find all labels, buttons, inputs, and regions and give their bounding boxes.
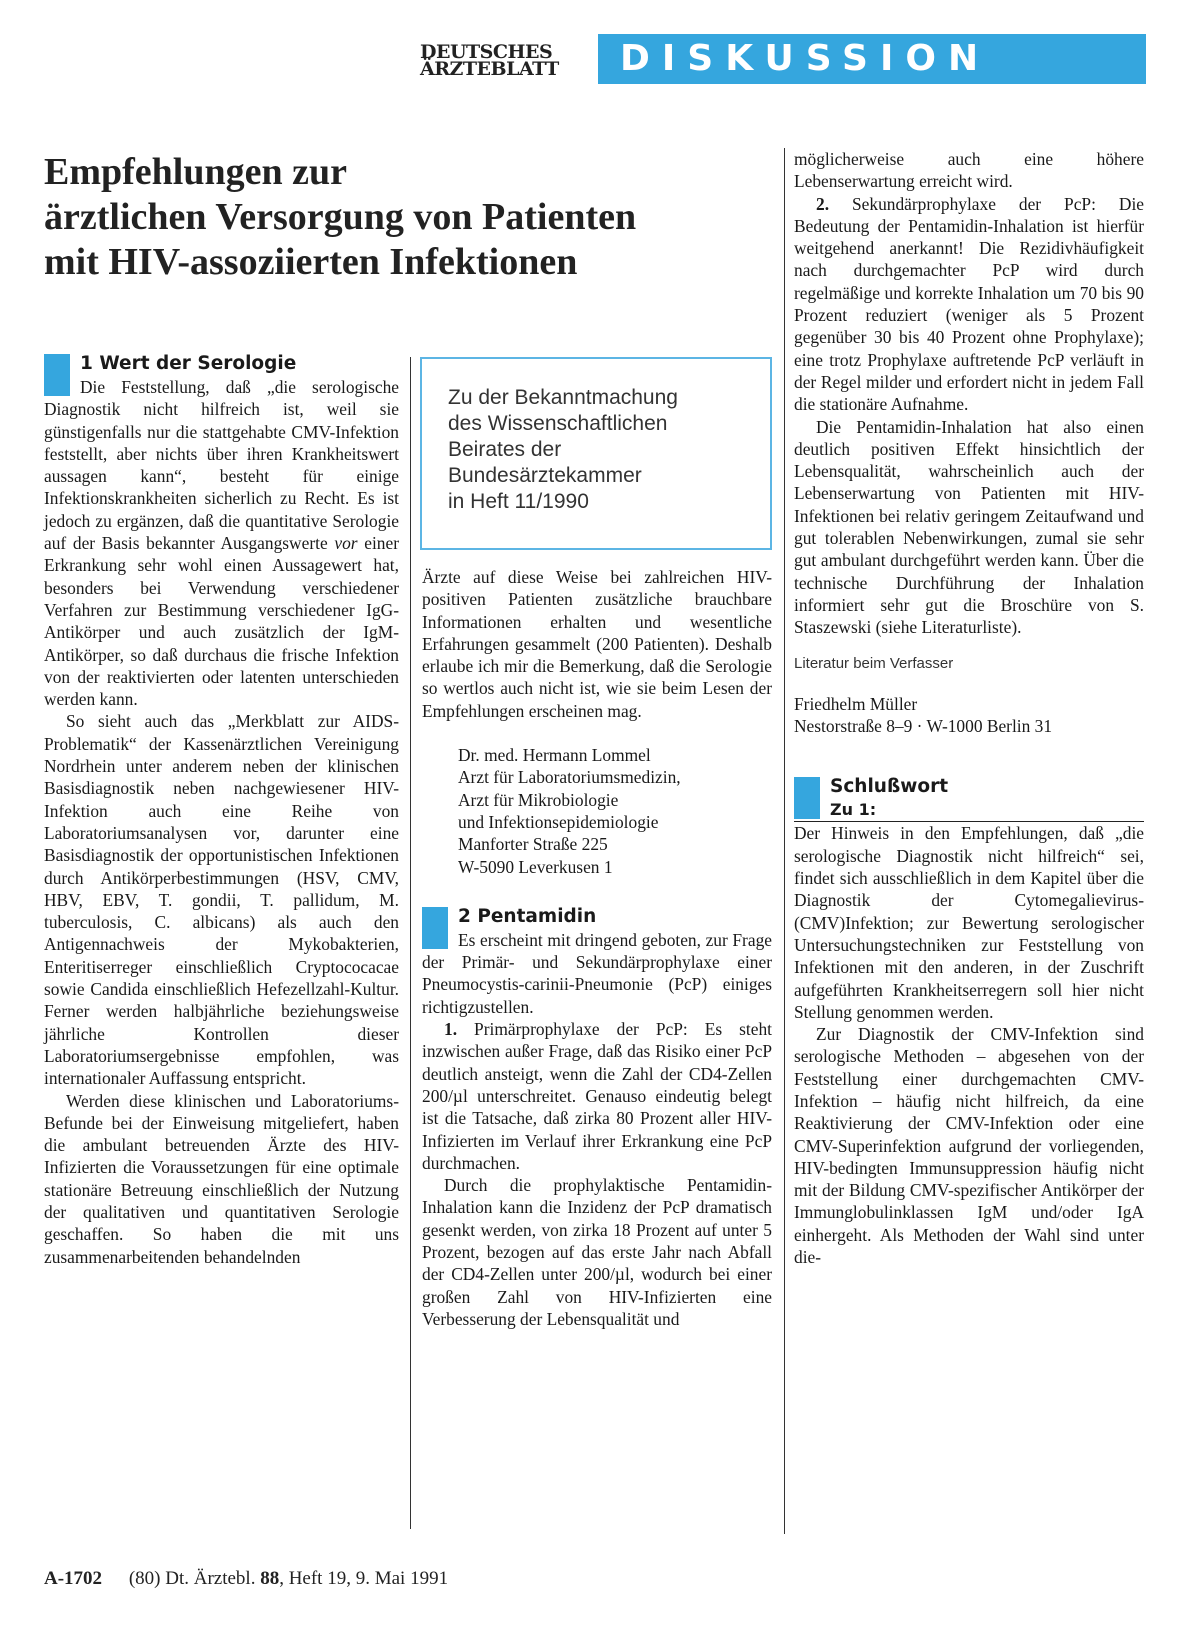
footer-page-code: A-1702	[44, 1568, 103, 1589]
section-marker	[422, 907, 448, 949]
letter2-paragraph-6: Die Pentamidin-Inhalation hat also einen deutlich positiven Effekt hinsichtlich der Lebensqualität, wahrscheinlich auch der Lebenserwartung von Patienten mit HIV-Infektionen bei relativ geringem Zeitaufwand und gut tolerablen Nebenwirkungen, zumal sie sehr gut ambulant durchgeführt werden kann. Über die technische Durchführung der Inhalation informiert sehr gut die Broschüre von S. Staszewski (siehe Literaturliste).	[794, 416, 1144, 638]
letter1-signature	[422, 744, 772, 878]
middle-column	[422, 566, 772, 1330]
infobox-line-2: des Wissenschaftlichen	[448, 412, 668, 435]
letter2-paragraph-5	[794, 193, 1144, 416]
letter2-paragraph-2	[422, 1018, 772, 1174]
closing-section	[794, 775, 1144, 1268]
letter2-paragraph-3: Durch die prophylaktische Pentamidin-Inhalation kann die Inzidenz der PcP dramatisch gesenkt werden, von zirka 18 Prozent auf unter 5 Prozent, bezogen auf das erste Jahr nach Abfall der CD4-Zellen unter 200/µl, wodurch bei einer großen Zahl von HIV-Infizierten eine Verbesserung der Lebensqualität und	[422, 1175, 772, 1329]
letter2-author-address: Nestorstraße 8–9 · W-1000 Berlin 31	[794, 716, 1053, 737]
letter1-author-street: Manforter Straße 225	[458, 834, 608, 855]
footer-volume: 88	[260, 1568, 280, 1589]
footer-journal: Dt. Ärztebl.	[165, 1568, 256, 1589]
letter1-author-title-1: Arzt für Laboratoriumsmedizin,	[458, 767, 681, 788]
letter1-p1-emphasis: vor	[334, 533, 358, 554]
logo-line-1: DEUTSCHES	[420, 41, 553, 63]
letter1-author-title-2: Arzt für Mikrobiologie	[458, 789, 619, 810]
article-title	[44, 150, 784, 285]
letter1-paragraph-4: Ärzte auf diese Weise bei zahlreichen HIV-positiven Patienten zusätzliche brauchbare Informationen erhalten und wesentliche Erfahrungen gesammelt (200 Patienten). Deshalb erlaube ich mir die Bemerkung, daß die Serologie so wertlos auch nicht ist, wie sie beim Lesen der Empfehlungen erscheinen mag.	[422, 567, 772, 721]
letter2-heading: 2 Pentamidin	[458, 905, 597, 927]
letter1-p1-start: Die Feststellung, daß „die serologische Diagnostik nicht hilfreich ist, weil sie günstigenfalls nur die stattgehabte CMV-Infektion feststellt, aber nichts über ihren Krankheitswert aussagen kann“, besteht für einige Infektionskrankheiten sicherlich zu Recht. Es ist jedoch zu ergänzen, daß die quantitative Serologie auf der Basis bekannter Ausgangswerte	[44, 377, 399, 554]
letter2-author-name: Friedhelm Müller	[794, 693, 918, 714]
letter2-signature	[794, 693, 1144, 738]
letter1-p1-end: einer Erkrankung sehr wohl einen Aussagewert hat, besonders bei Verwendung verschiedener Verfahren zur Bestimmung verschiedener IgG-Antikörper und auch zusätzlich der IgM-Antikörper, so daß durchaus die frische Infektion von der reaktivierten oder latenten unterschieden werden kann.	[44, 533, 399, 710]
letter2-p5-number: 2.	[816, 193, 830, 214]
title-line-3: mit HIV-assoziierten Infektionen	[44, 241, 578, 283]
footer-page-number: (80)	[128, 1568, 161, 1589]
closing-paragraph-2: Zur Diagnostik der CMV-Infektion sind serologische Methoden – abgesehen von der Feststellung einer durchgemachten CMV-Infektion – häufig nicht hilfreich, da eine Reaktivierung der CMV-Infektion oder eine CMV-Superinfektion aufgrund der vorliegenden, HIV-bedingten Immunsuppression häufig nicht mit der Bildung CMV-spezifischer Antikörper der Immunglobulinklassen IgM und/oder IgA einhergeht. Als Methoden der Wahl sind unter die-	[794, 1024, 1144, 1268]
letter2-p5-text: Sekundärprophylaxe der PcP: Die Bedeutung der Pentamidin-Inhalation ist hierfür weitgehend anerkannt! Die Rezidivhäufigkeit nach durchgemachter PcP wird durch regelmäßige und korrekte Inhalation um 70 bis 90 Prozent reduziert (weniger als 5 Prozent gegenüber 30 bis 40 Prozent ohne Prophylaxe); eine trotz Prophylaxe auftretende PcP verläuft in der Regel milder und erfordert nicht in jedem Fall die stationäre Aufnahme.	[794, 193, 1144, 415]
letter1-heading: 1 Wert der Serologie	[80, 353, 297, 374]
letter1-author-title-3: und Infektionsepidemiologie	[458, 811, 659, 832]
letter1-paragraph-1	[44, 376, 399, 710]
literature-note: Literatur beim Verfasser	[794, 654, 954, 672]
journal-logo	[420, 41, 588, 80]
section-marker	[794, 777, 820, 819]
section-marker	[44, 354, 70, 396]
closing-paragraph-1: Der Hinweis in den Empfehlungen, daß „die serologische Diagnostik nicht hilfreich“ sei, findet sich ausschließlich in dem Kapitel über die Diagnostik der Cytomegalievirus-(CMV)Infektion; zur Bewertung serologischer Untersuchungstechniken zur Feststellung von Infektionen mit den anderen, in der Zuschrift aufgeführten Krankheitserregern soll hier nicht Stellung genommen werden.	[794, 823, 1144, 1022]
page-footer	[44, 1568, 448, 1590]
letter1-column	[44, 352, 399, 1537]
letter2-section	[422, 905, 772, 1330]
letter2-p2-text: Primärprophylaxe der PcP: Es steht inzwischen außer Frage, daß das Risiko einer PcP deutlich ansteigt, wenn die Zahl der CD4-Zellen 200/µl unterschreitet. Genauso eindeutig belegt ist die Tatsache, daß zirka 80 Prozent aller HIV-Infizierten im Verlauf ihrer Erkrankung eine PcP durchmachen.	[422, 1019, 772, 1173]
letter2-paragraph-1: Es erscheint mit dringend geboten, zur Frage der Primär- und Sekundärprophylaxe einer Pneumocystis-carinii-Pneumonie (PcP) einiges richtigzustellen.	[422, 929, 772, 1017]
infobox-line-5: in Heft 11/1990	[448, 490, 589, 513]
footer-issue-date: , Heft 19, 9. Mai 1991	[279, 1568, 449, 1589]
title-line-1: Empfehlungen zur	[44, 151, 347, 193]
title-line-2: ärztlichen Versorgung von Patienten	[44, 196, 637, 238]
letter1-author-city: W-5090 Leverkusen 1	[458, 856, 613, 877]
reference-infobox	[420, 357, 772, 550]
letter2-p2-number: 1.	[444, 1019, 458, 1040]
letter1-paragraph-2: So sieht auch das „Merkblatt zur AIDS-Problematik“ der Kassenärztlichen Vereinigung Nordrhein unter anderem neben der klinischen Basisdiagnostik neben nachgewiesener HIV-Infektion auch eine Reihe von Laboratoriumsanalysen vor, darunter eine Basisdiagnostik der opportunistischen Infektionen durch Antikörperbestimmungen (HSV, CMV, HBV, EBV, T. gondii, T. pallidum, M. tuberculosis, C. albicans) als auch den Antigennachweis der Mykobakterien, Enteritiserreger einschließlich Cryptococacae sowie Candida einschließlich Hefezellzahl-Kultur. Ferner werden halbjährliche beziehungsweise jährliche Kontrollen dieser Laboratoriumsergebnisse empfohlen, was internationaler Auffassung entspricht.	[44, 711, 399, 1089]
infobox-line-1: Zu der Bekanntmachung	[448, 386, 678, 409]
letter1-author-name: Dr. med. Hermann Lommel	[458, 745, 651, 766]
letter2-paragraph-4: möglicherweise auch eine höhere Lebenserwartung erreicht wird.	[794, 149, 1144, 192]
right-column	[794, 148, 1144, 1538]
section-banner: DISKUSSION	[598, 34, 1146, 84]
column-divider-1	[410, 357, 411, 1529]
logo-line-2: ÄRZTEBLATT	[420, 58, 559, 80]
column-divider-2	[784, 148, 785, 1534]
letter1-paragraph-3: Werden diese klinischen und Laboratoriums-Befunde bei der Einweisung mitgeliefert, haben die ambulant betreuenden Ärzte des HIV-Infizierten die Voraussetzungen für eine optimale stationäre Betreuung einschließlich der Nutzung der qualitativen und quantitativen Serologie geschaffen. So haben die mit uns zusammenarbeitenden behandelnden	[44, 1090, 399, 1267]
closing-subheading: Zu 1:	[794, 799, 1144, 822]
closing-heading: Schlußwort	[830, 776, 949, 798]
infobox-line-4: Bundesärztekammer	[448, 464, 642, 487]
infobox-line-3: Beirates der	[448, 438, 562, 461]
